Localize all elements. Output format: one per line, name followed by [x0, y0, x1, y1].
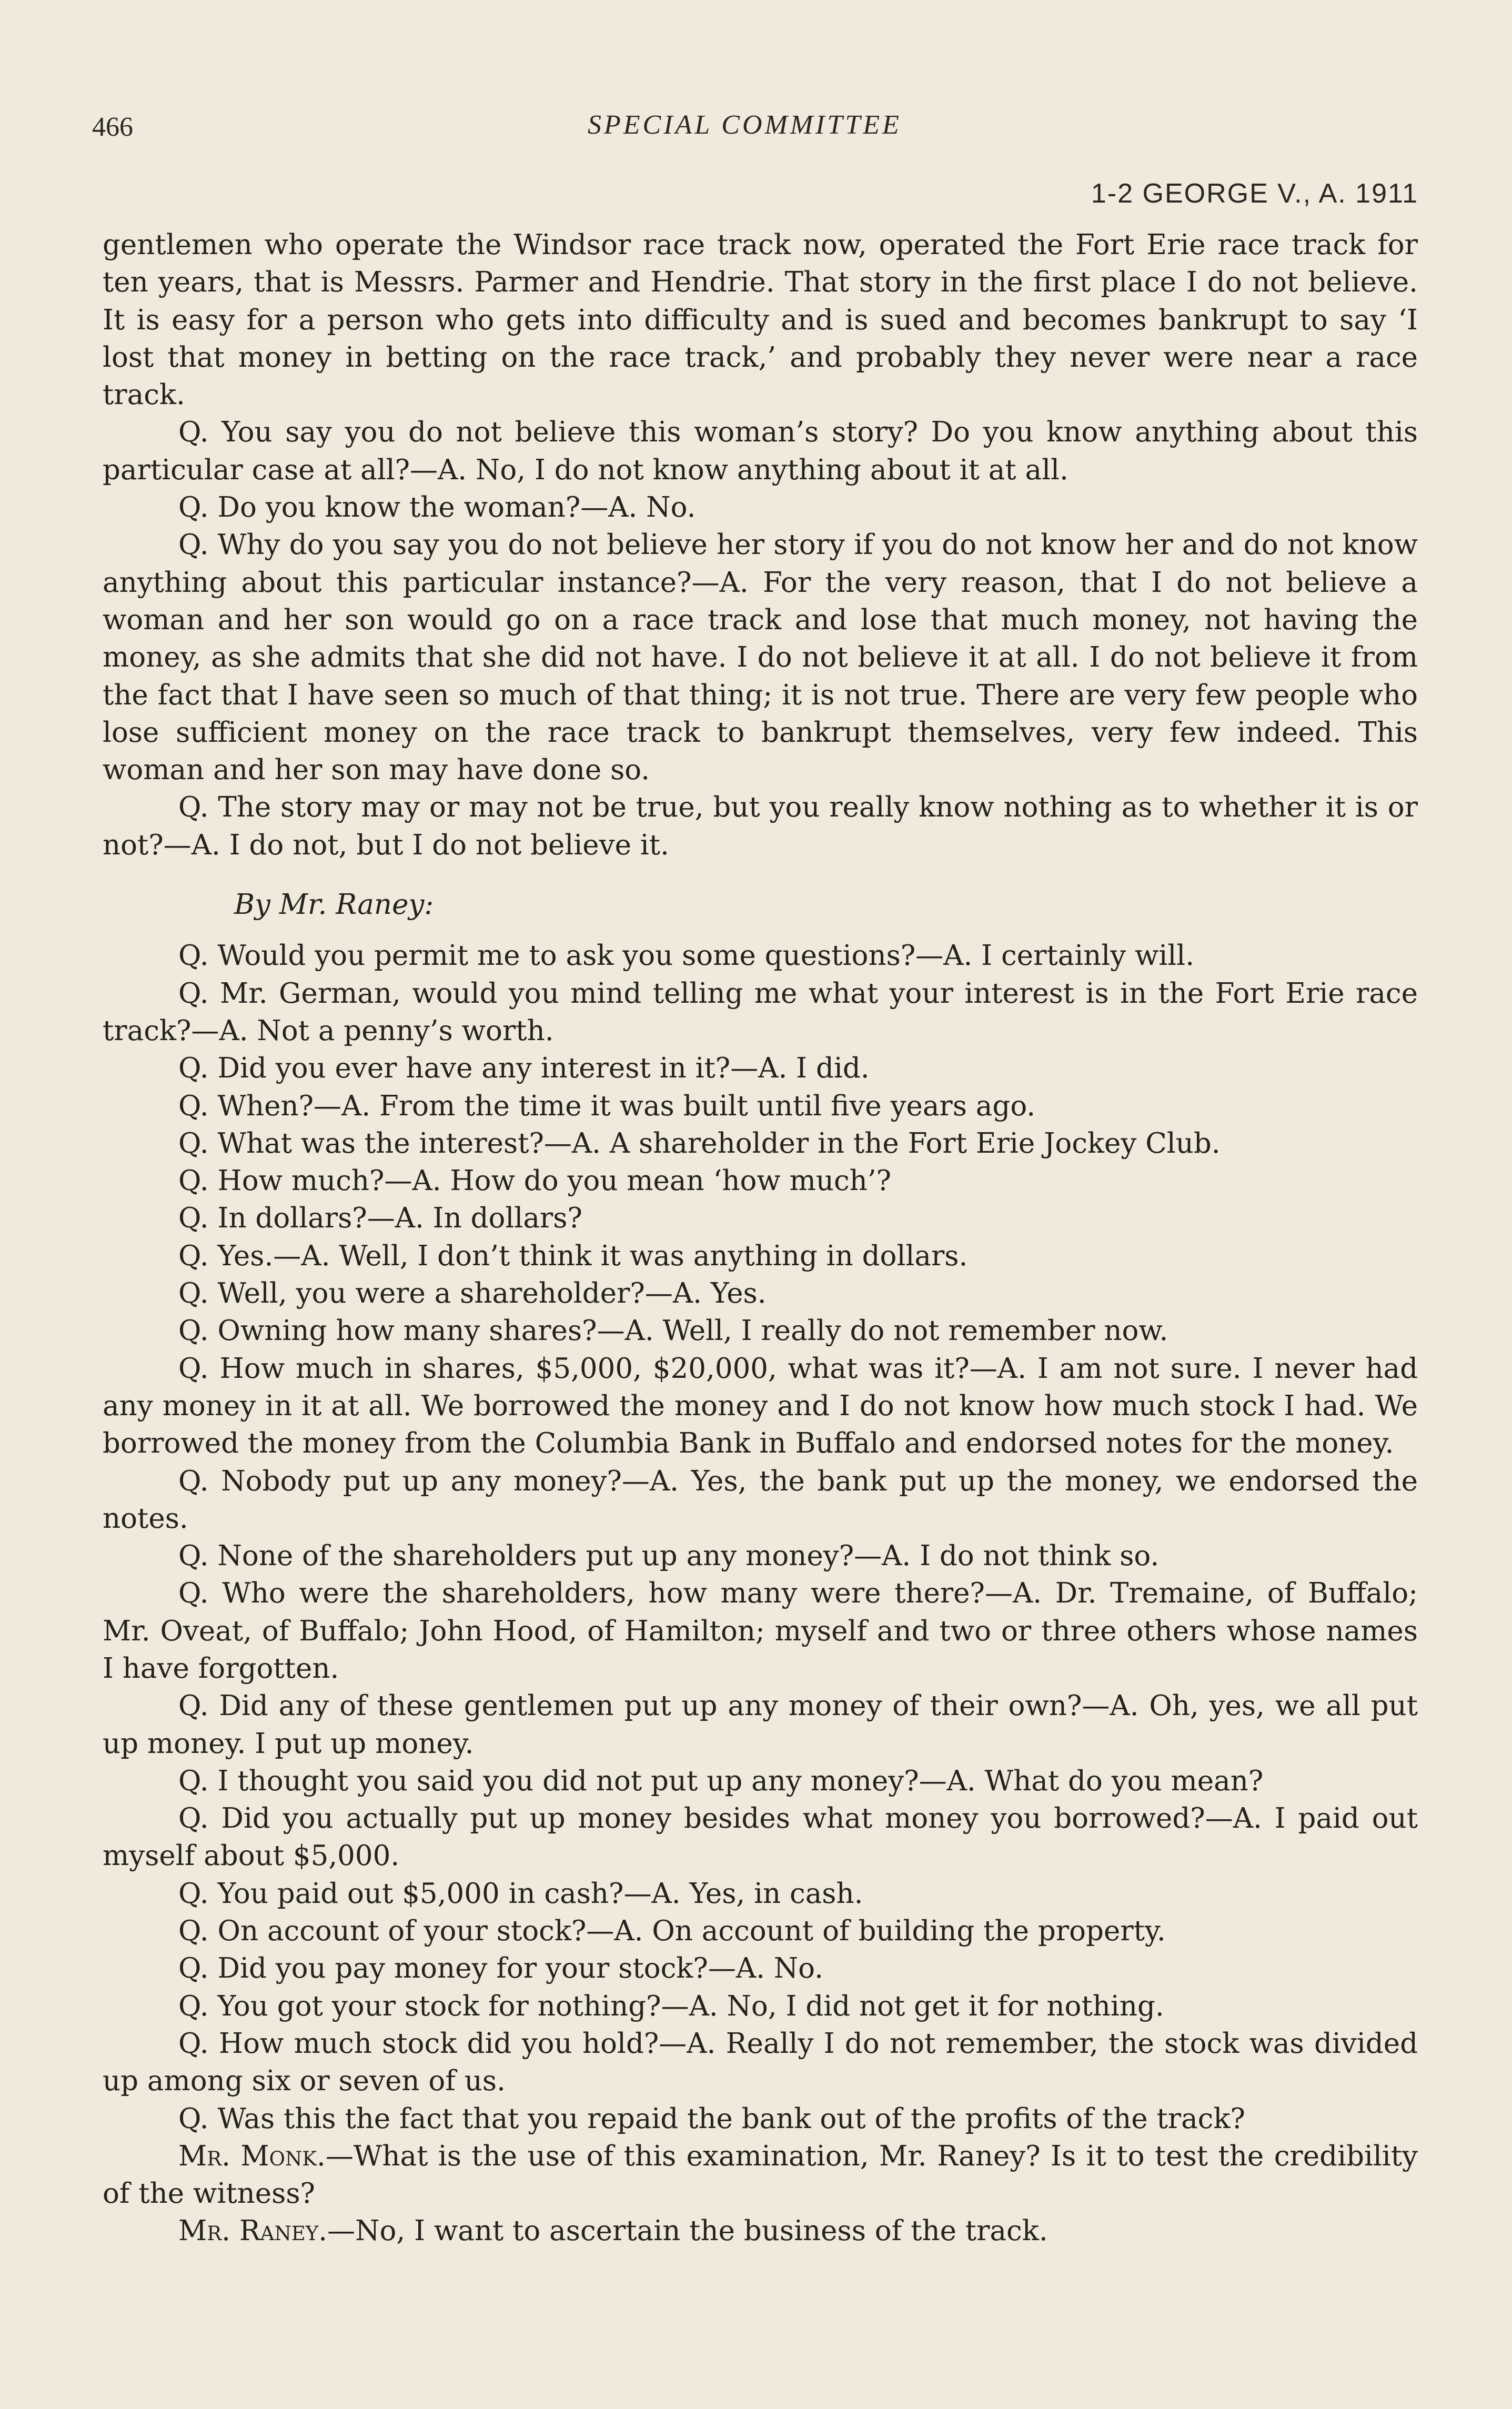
paragraph: Q. Was this the fact that you repaid the bank out of the profits of the track? — [178, 2102, 1245, 2135]
paragraph: Q. Who were the shareholders, how many were there?—A. Dr. Tremaine, of Buffalo; Mr. Oveat, of Buffalo; John Hood, of Hamilton; myself and two or three others whose names I have forgotten. — [103, 1577, 1418, 1685]
paragraph: Q. The story may or may not be true, but you really know nothing as to whether it is or not?—A. I do not, but I do not believe it. — [103, 791, 1418, 861]
paragraph: Q. In dollars?—A. In dollars? — [178, 1202, 582, 1235]
session-label: 1-2 GEORGE V., A. 1911 — [1091, 178, 1418, 209]
paragraph: Q. Do you know the woman?—A. No. — [178, 491, 696, 524]
page-number: 466 — [92, 112, 133, 142]
paragraph: Q. Did you actually put up money besides what money you borrowed?—A. I paid out myself about $5,000. — [103, 1802, 1418, 1872]
paragraph: Q. How much?—A. How do you mean ‘how much’? — [178, 1165, 892, 1197]
paragraph: gentlemen who operate the Windsor race track now, operated the Fort Erie race track for ten years, that is Messrs. Parmer and Hendrie. That story in the first place I do not believe. It is easy for a person who gets into difficulty and is sued and becomes bankrupt to say ‘I lost that money in betting on the race track,’ and probably they never were near a race track. — [103, 229, 1418, 411]
speaker-paragraph — [103, 2138, 1418, 2213]
paragraph: Q. You say you do not believe this woman’s story? Do you know anything about this particular case at all?—A. No, I do not know anything about it at all. — [103, 416, 1418, 486]
speaker-text: —What is the use of this examination, Mr. Raney? Is it to test the credibility of the witness? — [103, 2140, 1418, 2210]
speaker-name: Mr. Monk. — [178, 2140, 326, 2172]
paragraph: Q. When?—A. From the time it was built until five years ago. — [178, 1090, 1036, 1122]
paragraph: Q. You paid out $5,000 in cash?—A. Yes, in cash. — [178, 1877, 863, 1910]
paragraph: Q. None of the shareholders put up any money?—A. I do not think so. — [178, 1540, 1160, 1573]
paragraph: Q. Owning how many shares?—A. Well, I really do not remember now. — [178, 1315, 1168, 1347]
speaker-name: Mr. Raney. — [178, 2215, 328, 2247]
paragraph: Q. How much stock did you hold?—A. Really I do not remember, the stock was divided up among six or seven of us. — [103, 2027, 1418, 2098]
paragraph: Q. Did you pay money for your stock?—A. No. — [178, 1952, 823, 1985]
running-title: SPECIAL COMMITTEE — [588, 110, 902, 140]
paragraph: Q. Did you ever have any interest in it?—A. I did. — [178, 1052, 870, 1085]
paragraph: Q. Did any of these gentlemen put up any money of their own?—A. Oh, yes, we all put up money. I put up money. — [103, 1690, 1418, 1760]
paragraph: Q. Yes.—A. Well, I don’t think it was anything in dollars. — [178, 1239, 968, 1272]
body-text — [103, 226, 1418, 2250]
paragraph: Q. Would you permit me to ask you some questions?—A. I certainly will. — [178, 940, 1195, 972]
paragraph: Q. Mr. German, would you mind telling me what your interest is in the Fort Erie race track?—A. Not a penny’s worth. — [103, 977, 1418, 1047]
speaker-paragraph — [103, 2212, 1418, 2250]
paragraph: Q. Why do you say you do not believe her story if you do not know her and do not know anything about this particular instance?—A. For the very reason, that I do not believe a woman and her son would go on a race track and lose that much money, not having the money, as she admits that she did not have. I do not believe it at all. I do not believe it from the fact that I have seen so much of that thing; it is not true. There are very few people who lose sufficient money on the race track to bankrupt themselves, very few indeed. This woman and her son may have done so. — [103, 529, 1418, 787]
examiner-byline: By Mr. Raney: — [234, 889, 434, 921]
paragraph: Q. Nobody put up any money?—A. Yes, the bank put up the money, we endorsed the notes. — [103, 1465, 1418, 1535]
paragraph: Q. You got your stock for nothing?—A. No, I did not get it for nothing. — [178, 1990, 1164, 2022]
paragraph: Q. How much in shares, $5,000, $20,000, what was it?—A. I am not sure. I never had any money in it at all. We borrowed the money and I do not know how much stock I had. We borrowed the money from the Columbia Bank in Buffalo and endorsed notes for the money. — [103, 1352, 1418, 1460]
paragraph: Q. Well, you were a shareholder?—A. Yes. — [178, 1277, 767, 1310]
paragraph: Q. On account of your stock?—A. On account of building the property. — [178, 1915, 1166, 1948]
paragraph: Q. I thought you said you did not put up any money?—A. What do you mean? — [178, 1765, 1264, 1797]
paragraph: Q. What was the interest?—A. A shareholder in the Fort Erie Jockey Club. — [178, 1127, 1221, 1160]
speaker-text: —No, I want to ascertain the business of the track. — [327, 2215, 1048, 2247]
